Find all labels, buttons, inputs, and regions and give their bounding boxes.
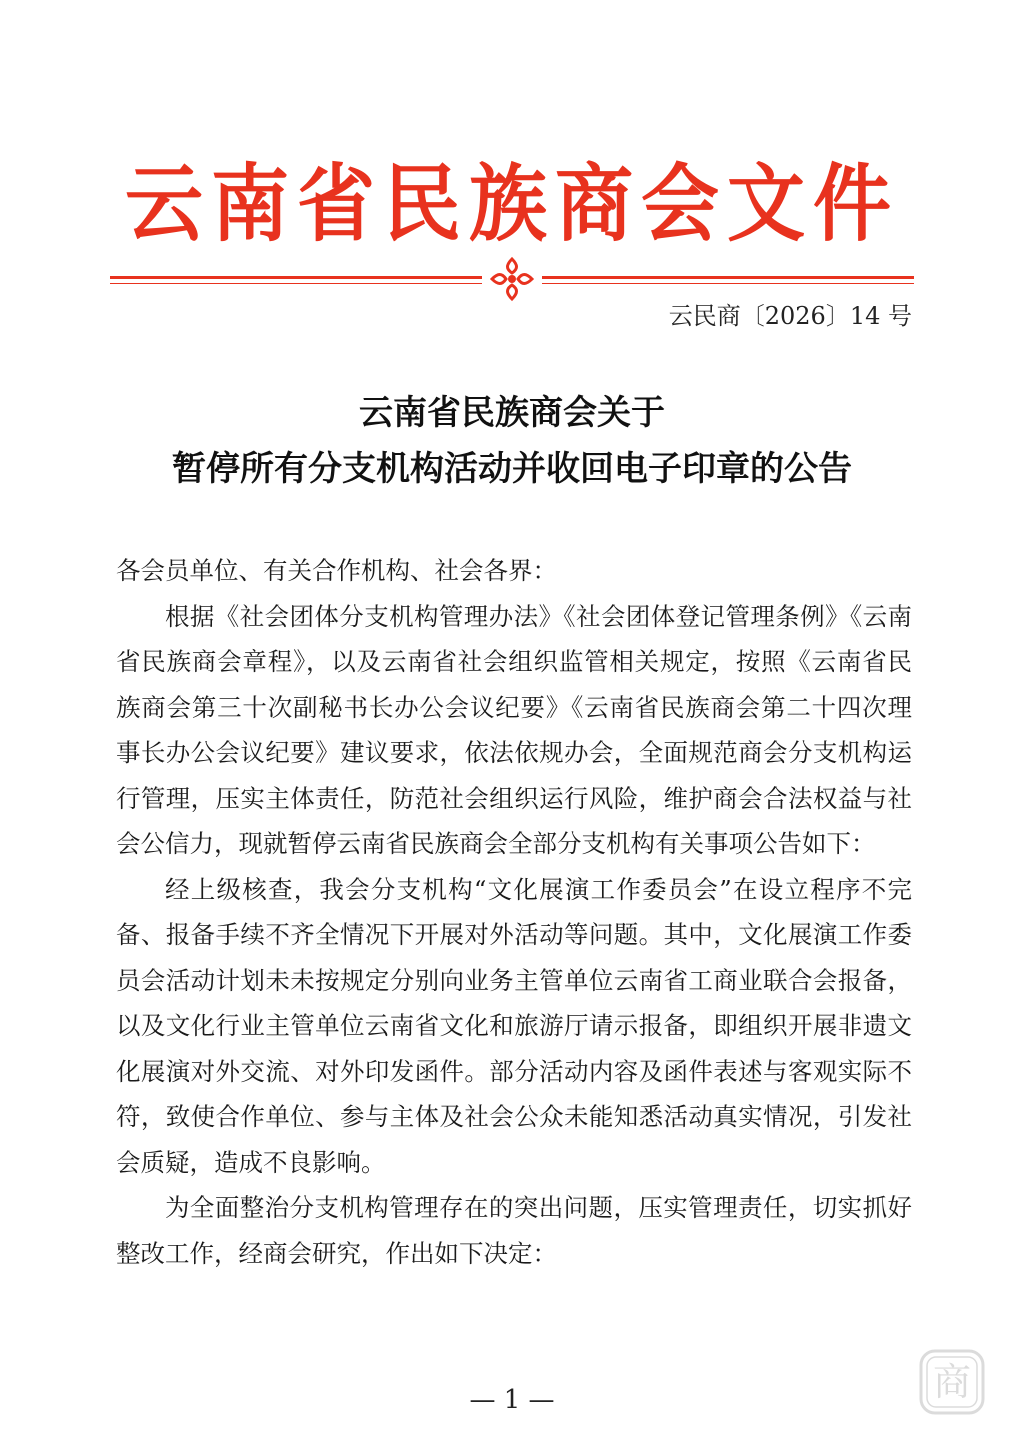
page-number: — 1 —	[469, 1385, 555, 1415]
red-divider-right-thin	[542, 283, 914, 284]
red-divider-right	[542, 276, 914, 279]
issuing-organization-header: 云南省民族商会文件	[124, 156, 899, 254]
paragraph-decision-intro: 为全面整治分支机构管理存在的突出问题，压实管理责任，切实抓好整改工作，经商会研究，作出如下决定：	[116, 1193, 912, 1268]
ornament-icon	[488, 255, 536, 303]
watermark-glyph: 商	[932, 1360, 972, 1404]
announcement-title-line-1: 云南省民族商会关于	[359, 393, 665, 433]
document-number: 云民商〔2026〕14 号	[668, 302, 912, 330]
red-divider-left-thin	[110, 283, 482, 284]
paragraph-findings: 经上级核查，我会分支机构“文化展演工作委员会”在设立程序不完备、报备手续不齐全情况下开展对外活动等问题。其中，文化展演工作委员会活动计划未未按规定分别向业务主管单位云南省工商业联合会报备，以及文化行业主管单位云南省文化和旅游厅请示报备，即组织开展非遗文化展演对外交流、对外印发函件。部分活动内容及函件表述与客观实际不符，致使合作单位、参与主体及社会公众未能知悉活动真实情况，引发社会质疑，造成不良影响。	[116, 874, 912, 1177]
chamber-logo-watermark-icon	[918, 1348, 986, 1416]
announcement-title-line-2: 暂停所有分支机构活动并收回电子印章的公告	[172, 449, 852, 489]
announcement-body	[116, 548, 912, 1276]
red-divider-left	[110, 276, 482, 279]
paragraph-legal-basis: 根据《社会团体分支机构管理办法》《社会团体登记管理条例》《云南省民族商会章程》，以及云南省社会组织监管相关规定，按照《云南省民族商会第三十次副秘书长办公会议纪要》《云南省民族商会第二十四次理事长办公会议纪要》建议要求，依法依规办会，全面规范商会分支机构运行管理，压实主体责任，防范社会组织运行风险，维护商会合法权益与社会公信力，现就暂停云南省民族商会全部分支机构有关事项公告如下：	[116, 601, 912, 858]
salutation: 各会员单位、有关合作机构、社会各界：	[116, 556, 557, 585]
